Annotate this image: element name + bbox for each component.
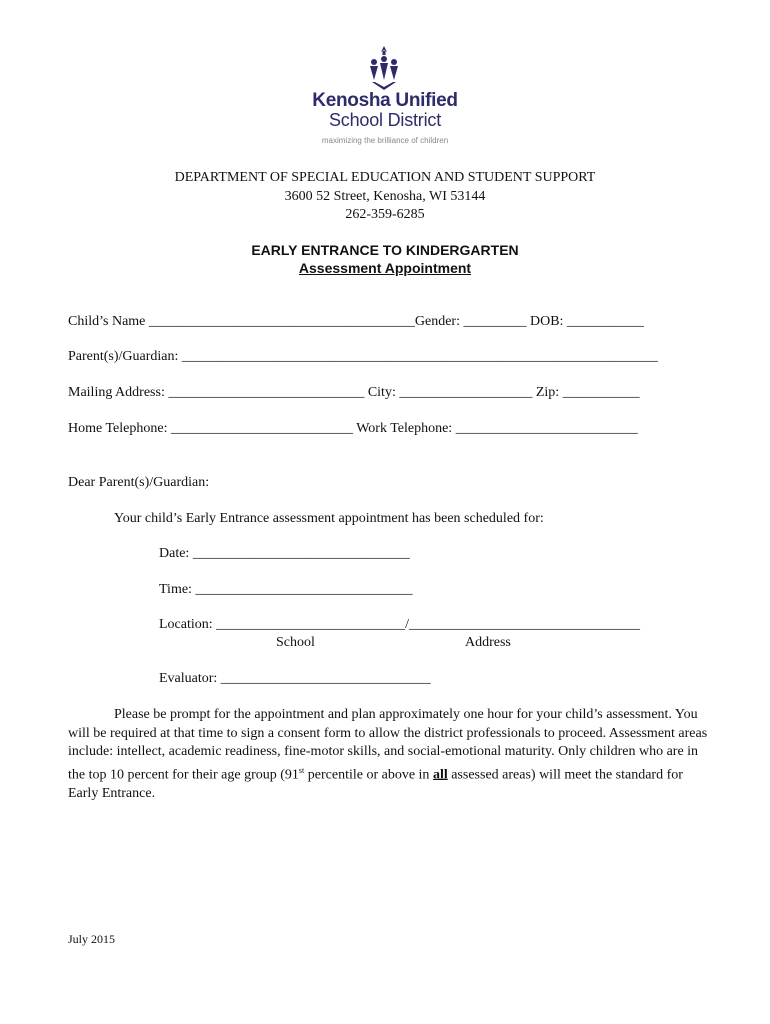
paragraph-emphasis: all [432, 767, 448, 783]
revision-date: July 2015 [68, 932, 116, 946]
paragraph-superscript: st [298, 765, 305, 775]
district-logo [290, 44, 480, 148]
child-info-row: Child’s Name ______________________________________Gender: _________ DOB: ___________ [68, 314, 644, 329]
department-name: DEPARTMENT OF SPECIAL EDUCATION AND STUDENT SUPPORT [174, 170, 596, 185]
form-title: EARLY ENTRANCE TO KINDERGARTEN [251, 242, 519, 258]
time-field: Time: _______________________________ [159, 582, 413, 597]
evaluator-field: Evaluator: ______________________________ [159, 671, 431, 686]
mailing-address-row: Mailing Address: ____________________________ City: ___________________ Zip: ___________ [68, 385, 640, 400]
telephone-row: Home Telephone: __________________________ Work Telephone: __________________________ [68, 421, 638, 436]
logo-tagline: maximizing the brilliance of children [321, 136, 449, 145]
logo-text-kenosha: Kenosha Unified [312, 90, 458, 111]
location-field: Location: ___________________________/_________________________________ [159, 617, 641, 632]
location-address-label: Address [465, 635, 511, 650]
paragraph-part3: assessed areas) will meet the standard for Early Entrance. [68, 767, 683, 801]
letter-intro: Your child’s Early Entrance assessment appointment has been scheduled for: [114, 511, 544, 526]
salutation: Dear Parent(s)/Guardian: [68, 475, 210, 490]
form-subtitle: Assessment Appointment [298, 260, 472, 276]
torch-people-icon [360, 44, 408, 92]
department-address: 3600 52 Street, Kenosha, WI 53144 [284, 189, 486, 204]
instructions-paragraph [68, 706, 708, 803]
parent-guardian-row: Parent(s)/Guardian: ____________________________________________________________________ [68, 349, 658, 364]
paragraph-part2: percentile or above in [304, 767, 433, 783]
date-field: Date: _______________________________ [159, 546, 410, 561]
logo-text-school-district: School District [328, 110, 442, 130]
department-phone: 262-359-6285 [345, 207, 425, 222]
location-school-label: School [276, 635, 315, 650]
paragraph-part1: Please be prompt for the appointment and plan approximately one hour for your child’s assessment. You will be required at that time to sign a consent form to allow the district professionals to proceed. Assessment areas include: intellect, academic readiness, fine-motor skills, and social-emotional maturity. Only children who are in the top 10 percent for their age group (91 [68, 707, 708, 783]
